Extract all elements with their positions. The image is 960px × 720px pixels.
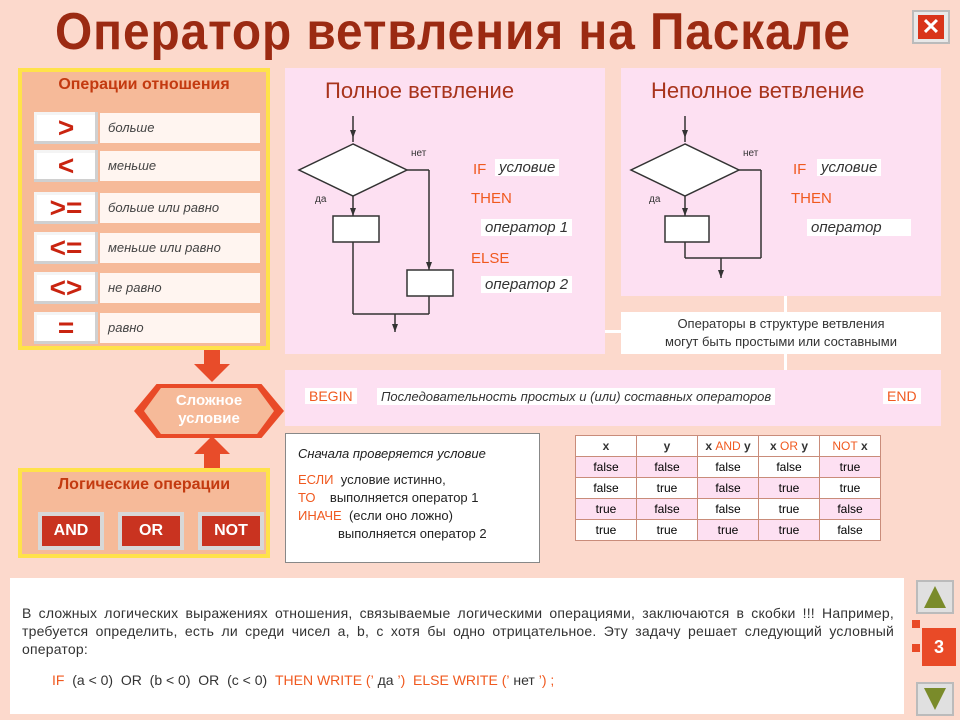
close-icon: ✕ <box>918 15 944 39</box>
th-y: y <box>637 436 698 457</box>
th-x: x <box>576 436 637 457</box>
explain-if: ЕСЛИ <box>298 472 334 487</box>
full-no-label: нет <box>411 148 427 159</box>
table-row: true true true true false <box>576 520 881 541</box>
partial-if-keyword: IF <box>793 161 807 178</box>
partial-then-keyword: THEN <box>791 190 832 207</box>
nav-dot <box>912 620 920 628</box>
explain-then: ТО <box>298 490 316 505</box>
connector-v2 <box>784 354 787 370</box>
full-else-keyword: ELSE <box>471 250 510 267</box>
table-row: true false false true false <box>576 499 881 520</box>
relation-eq-label: равно <box>100 313 260 343</box>
full-if-keyword: IF <box>473 161 487 178</box>
full-op2: оператор 2 <box>481 276 572 293</box>
relation-gt[interactable]: > <box>34 112 98 144</box>
begin-sequence-text: Последовательность простых и (или) составных операторов <box>377 388 775 405</box>
truth-table-header <box>576 436 881 457</box>
or-button[interactable]: OR <box>118 512 184 550</box>
logic-panel <box>18 468 270 558</box>
partial-branch-panel <box>621 68 941 296</box>
partial-no-label: нет <box>743 148 759 159</box>
note-line2: могут быть простыми или составными <box>665 334 897 349</box>
partial-branch-heading: Неполное ветвление <box>651 78 865 103</box>
relations-panel <box>18 68 270 350</box>
code-line: IF (a < 0) OR (b < 0) OR (c < 0) THEN WRITE (’ да ’) ELSE WRITE (’ нет ’) ; <box>52 672 555 688</box>
page-title: Оператор ветвления на Паскале <box>55 3 851 61</box>
th-and: x AND y <box>698 436 759 457</box>
th-not: NOT x <box>820 436 881 457</box>
complex-condition[interactable] <box>134 384 284 438</box>
explain-then-text: выполняется оператор 1 <box>329 490 479 505</box>
full-op1: оператор 1 <box>481 219 572 236</box>
connector-h <box>605 330 621 333</box>
explain-if-text: условие истинно, <box>340 472 446 487</box>
explain-line1: Сначала проверяется условие <box>298 446 486 461</box>
arrow-down-icon <box>924 688 946 710</box>
full-then-keyword: THEN <box>471 190 512 207</box>
full-branch-panel <box>285 68 605 354</box>
begin-keyword: BEGIN <box>305 388 357 404</box>
relation-le-label: меньше или равно <box>100 233 260 263</box>
end-keyword: END <box>883 388 921 404</box>
relation-ne-label: не равно <box>100 273 260 303</box>
note-line1: Операторы в структуре ветвления <box>677 316 885 331</box>
relation-ge[interactable]: >= <box>34 192 98 224</box>
relation-ge-label: больше или равно <box>100 193 260 223</box>
note-box <box>621 312 941 354</box>
relation-lt-label: меньше <box>100 151 260 181</box>
explain-else: ИНАЧЕ <box>298 508 342 523</box>
truth-table <box>575 435 881 541</box>
full-branch-flowchart <box>285 68 605 354</box>
full-branch-heading: Полное ветвление <box>325 78 515 103</box>
partial-branch-flowchart <box>621 68 941 296</box>
begin-end-bar <box>285 370 941 426</box>
arrow-up-icon <box>924 586 946 608</box>
relations-header: Операции отношения <box>58 76 230 93</box>
bottom-paragraph: В сложных логических выражениях отношения, связываемые логическими операциями, заключаются в скобки !!! Например, требуется определить, есть ли среди чисел a, b, c хотя бы одно отрицательное. Эту задачу решает следующий условный оператор: <box>22 605 894 657</box>
and-button[interactable]: AND <box>38 512 104 550</box>
connector-v1 <box>784 296 787 312</box>
not-button[interactable]: NOT <box>198 512 264 550</box>
bottom-text-panel <box>10 578 904 714</box>
close-button[interactable] <box>912 10 950 44</box>
explain-else-text: (если оно ложно) <box>348 508 453 523</box>
table-row: false false false false true <box>576 457 881 478</box>
arrow-down-head <box>194 364 230 382</box>
relation-eq[interactable]: = <box>34 312 98 344</box>
explain-last-line: выполняется оператор 2 <box>338 526 487 541</box>
complex-line2: условие <box>178 410 240 427</box>
relation-gt-label: больше <box>100 113 260 143</box>
full-yes-label: да <box>315 194 327 205</box>
th-or: x OR y <box>759 436 820 457</box>
logic-header: Логические операции <box>57 476 231 493</box>
explanation-box <box>285 433 540 563</box>
relation-lt[interactable]: < <box>34 150 98 182</box>
relation-ne[interactable]: <> <box>34 272 98 304</box>
relation-le[interactable]: <= <box>34 232 98 264</box>
page-number: 3 <box>922 628 956 666</box>
nav-up-button[interactable] <box>916 580 954 614</box>
partial-yes-label: да <box>649 194 661 205</box>
full-condition: условие <box>495 159 559 176</box>
partial-op: оператор <box>807 219 911 236</box>
complex-line1: Сложное <box>175 392 243 409</box>
partial-condition: условие <box>817 159 881 176</box>
nav-dot <box>912 644 920 652</box>
nav-down-button[interactable] <box>916 682 954 716</box>
table-row: false true false true true <box>576 478 881 499</box>
